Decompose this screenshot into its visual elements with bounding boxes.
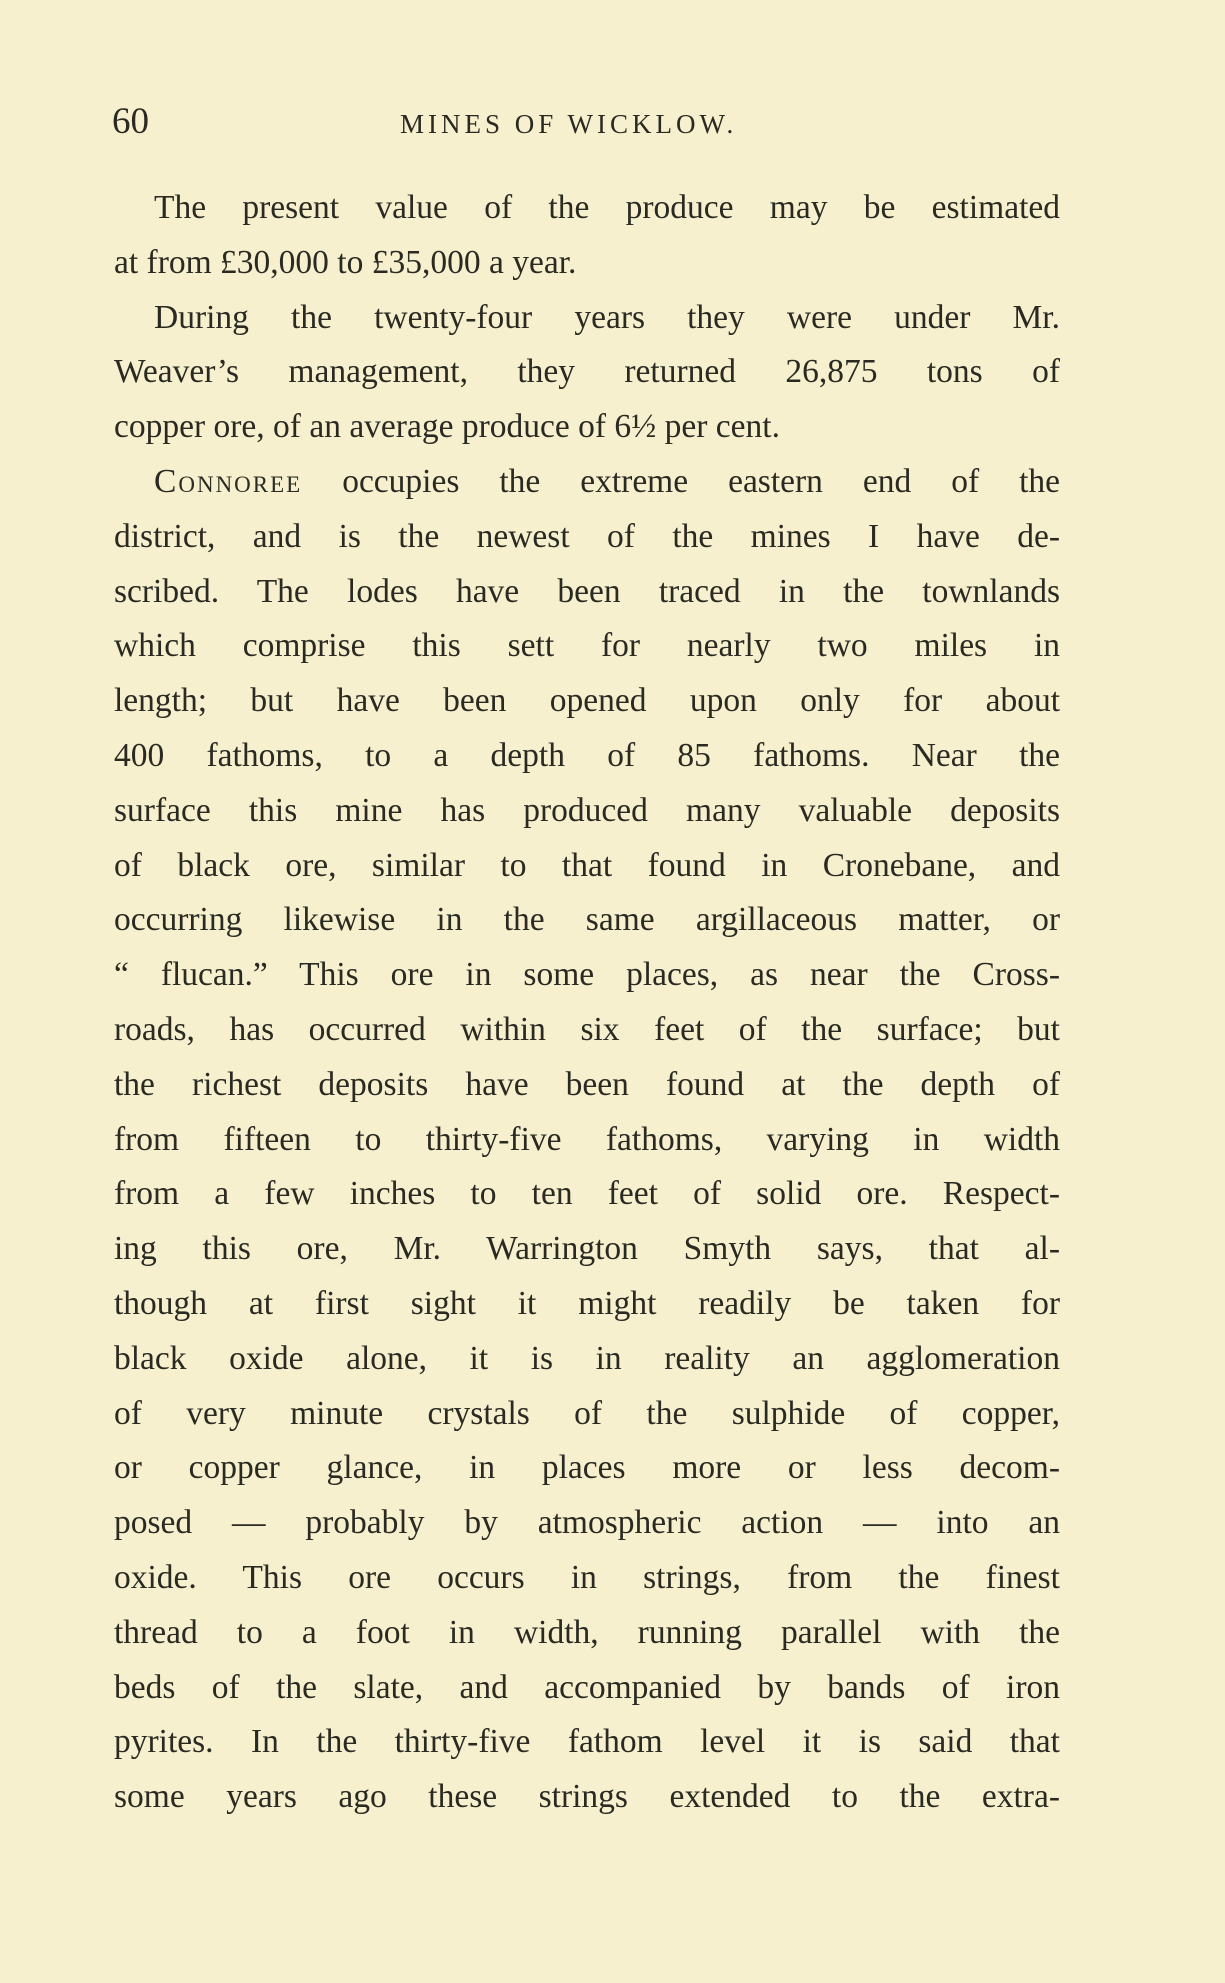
text-line: the richest deposits have been found at the depth of	[114, 1065, 1060, 1103]
running-head	[110, 100, 1060, 144]
text-line: length; but have been opened upon only for about	[114, 682, 1060, 720]
text-line: district, and is the newest of the mines I have de-	[114, 517, 1060, 555]
text-line-rest: occupies the extreme eastern end of the	[302, 462, 1060, 500]
text-line: some years ago these strings extended to the extra-	[114, 1778, 1060, 1816]
text-line: of black ore, similar to that found in Cronebane, and	[114, 846, 1060, 884]
text-line: of very minute crystals of the sulphide of copper,	[114, 1394, 1060, 1432]
place-name-smallcaps: Connoree	[154, 462, 303, 500]
text-line: which comprise this sett for nearly two miles in	[114, 627, 1060, 665]
text-line: occurring likewise in the same argillaceous matter, or	[114, 901, 1060, 939]
text-line: During the twenty-four years they were under Mr.	[154, 298, 1060, 336]
text-line	[114, 455, 1060, 510]
text-line: oxide. This ore occurs in strings, from the finest	[114, 1558, 1060, 1596]
text-line: beds of the slate, and accompanied by bands of iron	[114, 1668, 1060, 1706]
body-text	[114, 181, 1060, 1825]
text-line: at from £30,000 to £35,000 a year.	[114, 243, 577, 281]
text-line: from a few inches to ten feet of solid ore. Respect-	[114, 1175, 1060, 1213]
text-line: pyrites. In the thirty-five fathom level it is said that	[114, 1723, 1060, 1761]
text-line: ing this ore, Mr. Warrington Smyth says, that al-	[114, 1230, 1060, 1268]
text-line: thread to a foot in width, running parallel with the	[114, 1613, 1060, 1651]
text-line: surface this mine has produced many valuable deposits	[114, 791, 1060, 829]
text-line: “ flucan.” This ore in some places, as near the Cross-	[114, 956, 1060, 994]
running-title: MINES OF WICKLOW.	[400, 109, 738, 139]
page-number: 60	[112, 101, 149, 142]
text-line: or copper glance, in places more or less decom-	[114, 1449, 1060, 1487]
text-line: The present value of the produce may be estimated	[154, 189, 1060, 226]
text-line: though at first sight it might readily be taken for	[114, 1284, 1060, 1322]
text-line: 400 fathoms, to a depth of 85 fathoms. Near the	[114, 736, 1060, 774]
text-line: roads, has occurred within six feet of the surface; but	[114, 1010, 1060, 1048]
text-line: Weaver’s management, they returned 26,875 tons of	[114, 353, 1060, 391]
text-line: copper ore, of an average produce of 6½ per cent.	[114, 408, 780, 446]
text-line: from fifteen to thirty-five fathoms, varying in width	[114, 1120, 1060, 1158]
text-line: posed — probably by atmospheric action — into an	[114, 1504, 1060, 1542]
text-line: black oxide alone, it is in reality an agglomeration	[114, 1339, 1060, 1377]
text-line: scribed. The lodes have been traced in the townlands	[114, 572, 1060, 610]
